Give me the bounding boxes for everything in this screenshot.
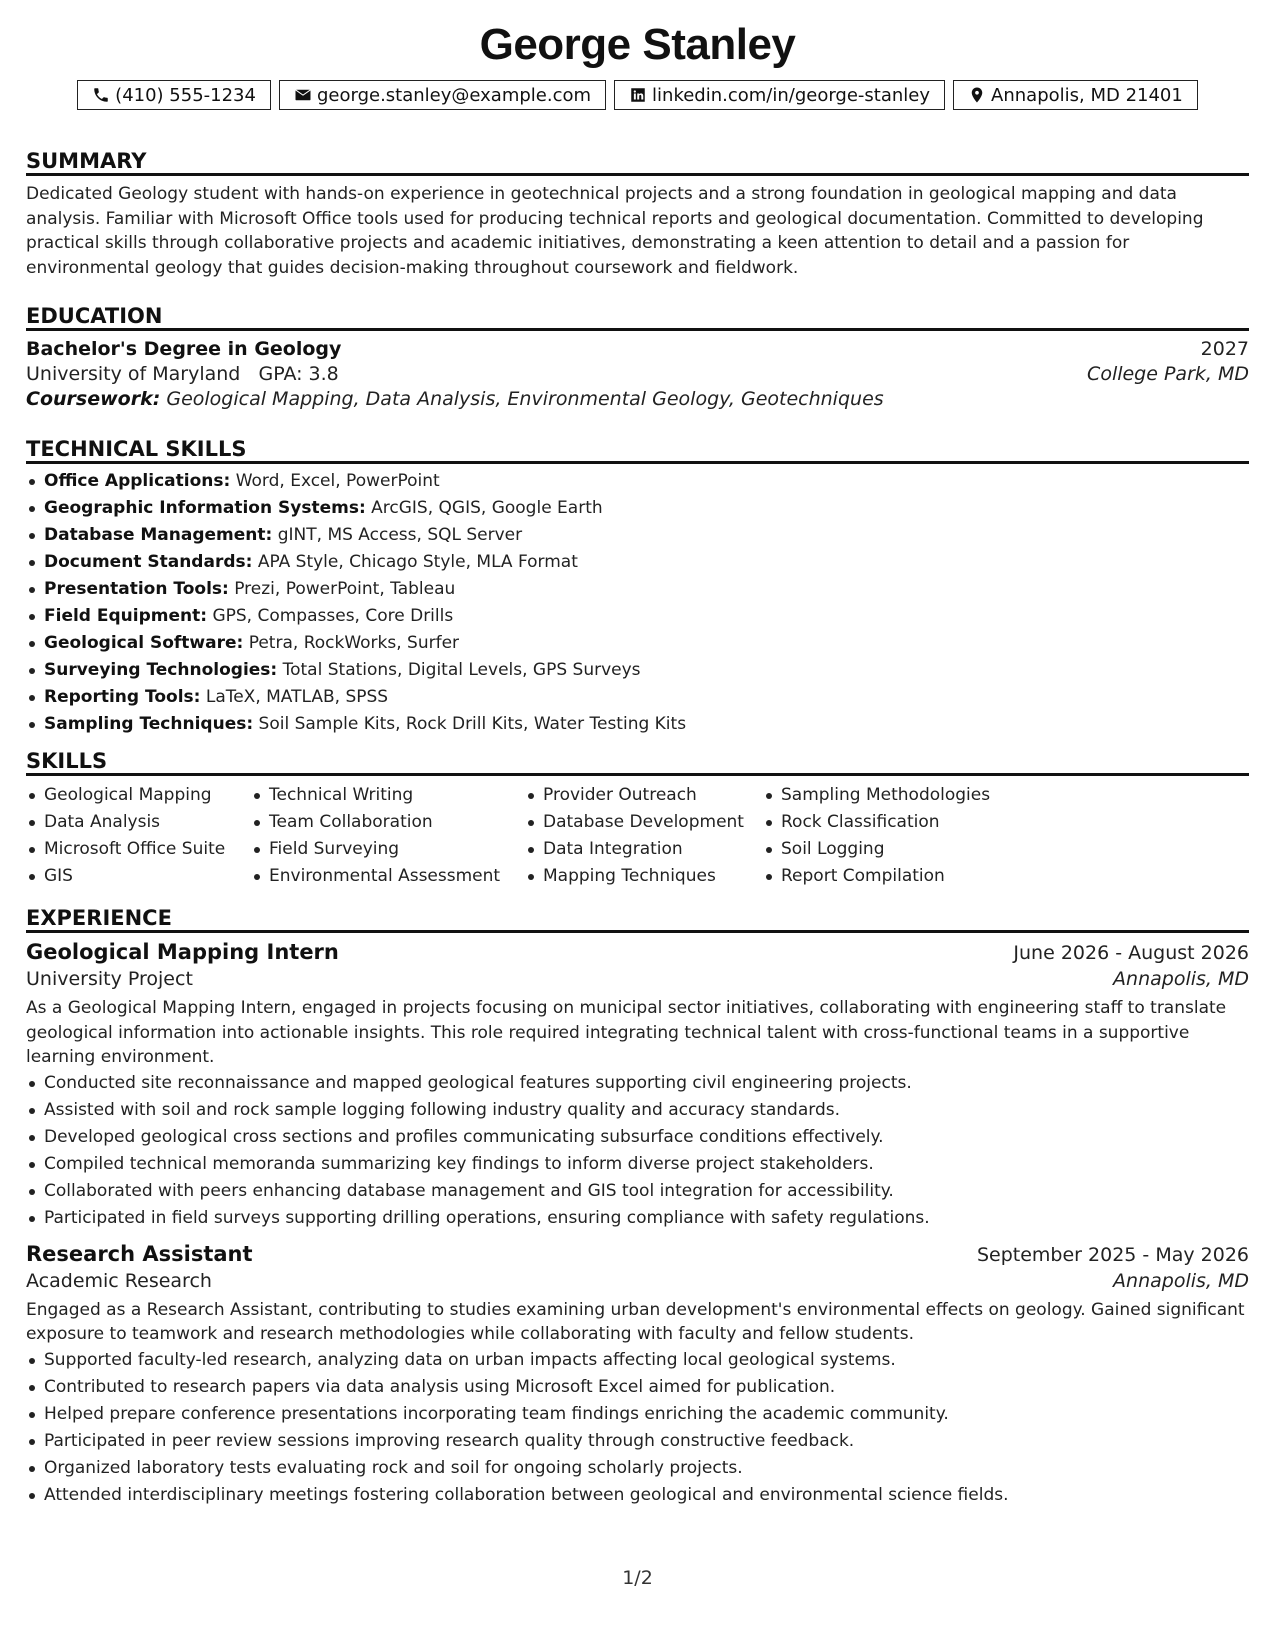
section-title: SUMMARY <box>26 146 1249 176</box>
list-item: Data Analysis <box>26 809 251 836</box>
skill-values: Total Stations, Digital Levels, GPS Surveys <box>282 660 641 680</box>
email-text: george.stanley@example.com <box>316 84 592 106</box>
list-item: Developed geological cross sections and profiles communicating subsurface conditions effectively. <box>26 1124 1249 1151</box>
job-location: Annapolis, MD <box>1113 1269 1249 1292</box>
section-title: SKILLS <box>26 746 1249 776</box>
technical-skills-list <box>26 468 1249 738</box>
list-item: Supported faculty-led research, analyzing data on urban impacts affecting local geological systems. <box>26 1347 1249 1374</box>
skill-values: Prezi, PowerPoint, Tableau <box>234 579 456 599</box>
contact-bar <box>0 80 1275 110</box>
technical-skills-section <box>26 434 1249 738</box>
skill-category: Geological Software: <box>44 633 244 653</box>
list-item: Team Collaboration <box>251 809 525 836</box>
linkedin-icon <box>629 86 647 104</box>
coursework-label: Coursework: <box>26 388 161 410</box>
job-location: Annapolis, MD <box>1113 968 1249 990</box>
job-title: Geological Mapping Intern <box>26 940 339 964</box>
coursework-line <box>26 388 1249 410</box>
list-item <box>26 468 1249 495</box>
job-entry <box>26 940 1249 1232</box>
skill-values: Soil Sample Kits, Rock Drill Kits, Water Testing Kits <box>258 714 687 734</box>
job-description: Engaged as a Research Assistant, contributing to studies examining urban development's environmental effects on geology. Gained significant exposure to teamwork and research methodologies while collaborating with faculty and fellow students. <box>26 1299 1245 1344</box>
graduation-year: 2027 <box>1200 338 1249 360</box>
summary-section <box>26 146 1249 280</box>
list-item: Collaborated with peers enhancing database management and GIS tool integration for accessibility. <box>26 1178 1249 1205</box>
linkedin-text: linkedin.com/in/george-stanley <box>652 84 931 106</box>
list-item <box>26 549 1249 576</box>
phone-text: (410) 555-1234 <box>115 84 256 106</box>
experience-section <box>26 903 1249 1509</box>
skill-category: Sampling Techniques: <box>44 714 254 734</box>
phone-icon <box>92 86 110 104</box>
list-item: Geological Mapping <box>26 782 251 809</box>
skills-section <box>26 746 1249 890</box>
skill-category: Geographic Information Systems: <box>44 498 366 518</box>
skill-values: Word, Excel, PowerPoint <box>235 471 440 491</box>
contact-phone[interactable] <box>77 80 271 110</box>
list-item: Helped prepare conference presentations incorporating team findings enriching the academic community. <box>26 1401 1249 1428</box>
skill-values: Petra, RockWorks, Surfer <box>248 633 460 653</box>
section-title: EXPERIENCE <box>26 903 1249 933</box>
contact-email[interactable] <box>279 80 606 110</box>
list-item <box>26 576 1249 603</box>
skill-values: gINT, MS Access, SQL Server <box>277 525 523 545</box>
gpa: GPA: 3.8 <box>258 363 339 385</box>
list-item: Attended interdisciplinary meetings fostering collaboration between geological and environmental science fields. <box>26 1482 1249 1509</box>
list-item: Technical Writing <box>251 782 525 809</box>
section-title: EDUCATION <box>26 301 1249 331</box>
skill-category: Field Equipment: <box>44 606 208 626</box>
list-item: Organized laboratory tests evaluating rock and soil for ongoing scholarly projects. <box>26 1455 1249 1482</box>
school-line <box>26 363 339 385</box>
list-item: Data Integration <box>525 836 763 863</box>
list-item: Participated in field surveys supporting drilling operations, ensuring compliance with safety regulations. <box>26 1205 1249 1232</box>
page-number: 1/2 <box>622 1567 653 1589</box>
contact-location <box>953 80 1198 110</box>
skills-columns <box>26 782 1249 890</box>
list-item: Contributed to research papers via data analysis using Microsoft Excel aimed for publication. <box>26 1374 1249 1401</box>
list-item: Rock Classification <box>763 809 1023 836</box>
school-name: University of Maryland <box>26 363 241 385</box>
list-item <box>26 657 1249 684</box>
list-item: Microsoft Office Suite <box>26 836 251 863</box>
skill-values: GPS, Compasses, Core Drills <box>212 606 454 626</box>
skills-column <box>26 782 251 890</box>
school-location: College Park, MD <box>1087 363 1249 385</box>
list-item: Report Compilation <box>763 863 1023 890</box>
list-item <box>26 495 1249 522</box>
skills-column <box>525 782 763 890</box>
skill-category: Presentation Tools: <box>44 579 229 599</box>
section-title: TECHNICAL SKILLS <box>26 434 1249 464</box>
job-organization: University Project <box>26 968 193 990</box>
list-item: Soil Logging <box>763 836 1023 863</box>
list-item: Database Development <box>525 809 763 836</box>
list-item: Compiled technical memoranda summarizing key findings to inform diverse project stakeholders. <box>26 1151 1249 1178</box>
education-section <box>26 301 1249 410</box>
skill-values: LaTeX, MATLAB, SPSS <box>205 687 389 707</box>
contact-linkedin[interactable] <box>614 80 945 110</box>
skill-category: Database Management: <box>44 525 273 545</box>
skill-category: Surveying Technologies: <box>44 660 278 680</box>
list-item: Conducted site reconnaissance and mapped geological features supporting civil engineering projects. <box>26 1070 1249 1097</box>
list-item: Field Surveying <box>251 836 525 863</box>
job-description: As a Geological Mapping Intern, engaged in projects focusing on municipal sector initiatives, collaborating with engineering staff to translate geological information into actionable insights. This role required integrating technical talent with cross-functional teams in a supportive learning environment. <box>26 998 1227 1067</box>
skills-column <box>763 782 1023 890</box>
map-pin-icon <box>968 86 986 104</box>
skill-category: Document Standards: <box>44 552 253 572</box>
envelope-icon <box>294 86 312 104</box>
job-dates: June 2026 - August 2026 <box>1013 942 1249 964</box>
job-bullets <box>26 1070 1249 1232</box>
list-item <box>26 711 1249 738</box>
skill-category: Office Applications: <box>44 471 231 491</box>
list-item: Mapping Techniques <box>525 863 763 890</box>
job-organization: Academic Research <box>26 1269 212 1292</box>
skill-category: Reporting Tools: <box>44 687 201 707</box>
job-bullets <box>26 1347 1249 1509</box>
job-title: Research Assistant <box>26 1241 253 1266</box>
list-item: GIS <box>26 863 251 890</box>
candidate-name: George Stanley <box>479 20 796 69</box>
list-item <box>26 684 1249 711</box>
list-item <box>26 603 1249 630</box>
location-text: Annapolis, MD 21401 <box>991 84 1183 106</box>
degree-title: Bachelor's Degree in Geology <box>26 338 342 360</box>
list-item: Provider Outreach <box>525 782 763 809</box>
skill-values: APA Style, Chicago Style, MLA Format <box>257 552 578 572</box>
list-item: Environmental Assessment <box>251 863 525 890</box>
list-item: Sampling Methodologies <box>763 782 1023 809</box>
job-entry <box>26 1242 1249 1509</box>
list-item: Assisted with soil and rock sample logging following industry quality and accuracy standards. <box>26 1097 1249 1124</box>
list-item <box>26 522 1249 549</box>
skills-column <box>251 782 525 890</box>
coursework-list: Geological Mapping, Data Analysis, Environmental Geology, Geotechniques <box>166 388 884 410</box>
list-item: Participated in peer review sessions improving research quality through constructive feedback. <box>26 1428 1249 1455</box>
skill-values: ArcGIS, QGIS, Google Earth <box>371 498 603 518</box>
list-item <box>26 630 1249 657</box>
job-dates: September 2025 - May 2026 <box>976 1243 1249 1266</box>
summary-text: Dedicated Geology student with hands-on experience in geotechnical projects and a strong foundation in geological mapping and data analysis. Familiar with Microsoft Office tools used for producing technical reports and geological documentation. Committed to developing practical skills through collaborative projects and academic initiatives, demonstrating a keen attention to detail and a passion for environmental geology that guides decision-making throughout coursework and fieldwork. <box>26 184 1204 278</box>
